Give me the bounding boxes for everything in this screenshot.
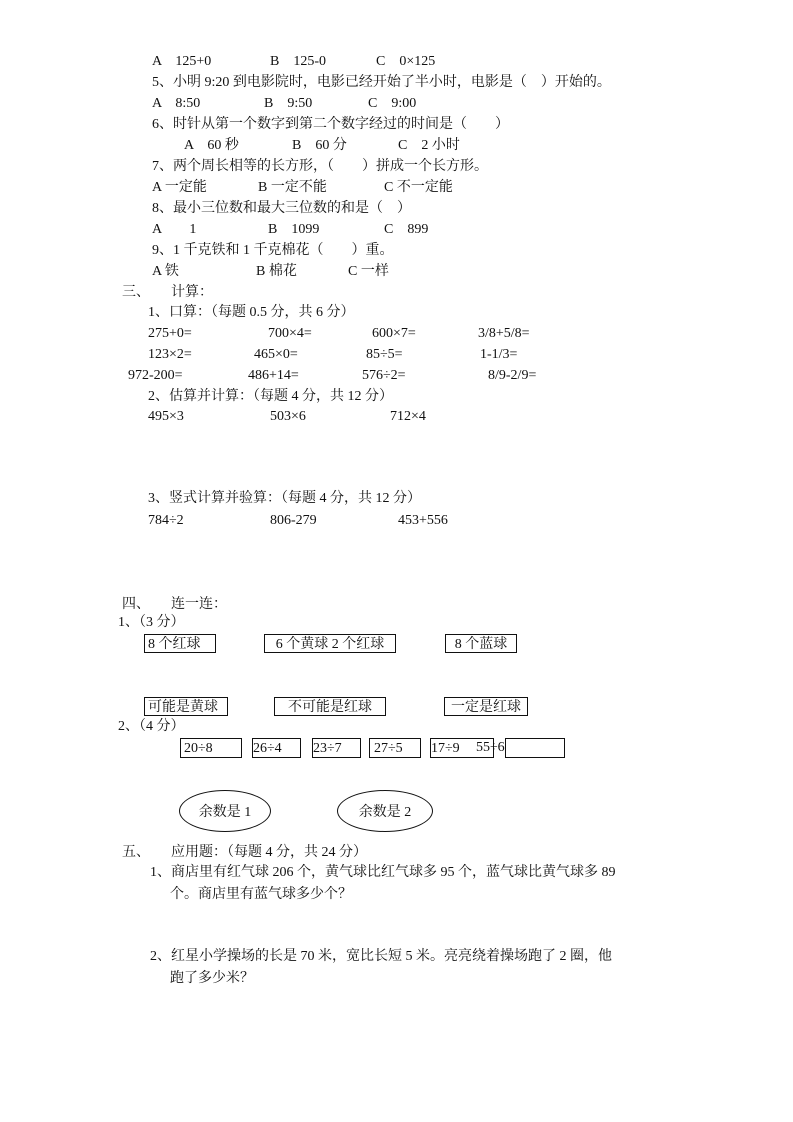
vertical-title: 3、竖式计算并验算：（每题 4 分，共 12 分） [148, 491, 421, 506]
q5-option-b: B 9:50 [264, 96, 313, 111]
q6-text: 6、时针从第一个数字到第二个数字经过的时间是（ ） [152, 117, 509, 132]
vertical-2: 806-279 [270, 513, 317, 528]
oral-2-3: 85÷5= [366, 347, 403, 362]
estimate-1: 495×3 [148, 409, 184, 424]
oral-2-1: 123×2= [148, 347, 192, 362]
vertical-1: 784÷2 [148, 513, 184, 528]
q7-option-c: C 不一定能 [384, 180, 453, 195]
oral-2-2: 465×0= [254, 347, 298, 362]
oral-1-1: 275+0= [148, 326, 192, 341]
estimate-3: 712×4 [390, 409, 426, 424]
q8-option-c: C 899 [384, 222, 429, 237]
word-problem-2-line-1: 2、红星小学操场的长是 70 米，宽比长短 5 米。亮亮绕着操场跑了 2 圈，他 [150, 949, 612, 964]
q9-option-c: C 一样 [348, 264, 389, 279]
match2-box-6 [505, 738, 565, 758]
q6-option-c: C 2 小时 [398, 138, 460, 153]
match2-box-3: 23÷7 [312, 738, 361, 758]
oral-3-3: 576÷2= [362, 368, 406, 383]
match1-bottom-2: 不可能是红球 [274, 697, 386, 716]
oral-title: 1、口算：（每题 0.5 分，共 6 分） [148, 305, 355, 320]
oral-1-3: 600×7= [372, 326, 416, 341]
oral-3-2: 486+14= [248, 368, 299, 383]
match2-box-2: 26÷4 [252, 738, 301, 758]
match1-top-1: 8 个红球 [144, 634, 216, 653]
estimate-title: 2、估算并计算：（每题 4 分，共 12 分） [148, 389, 393, 404]
match1-label: 1、（3 分） [118, 615, 185, 630]
q7-option-a: A 一定能 [152, 180, 207, 195]
section5-title: 五、 应用题：（每题 4 分，共 24 分） [122, 845, 367, 860]
q8-option-b: B 1099 [268, 222, 320, 237]
q8-option-a: A 1 [152, 222, 197, 237]
oral-1-2: 700×4= [268, 326, 312, 341]
vertical-3: 453+556 [398, 513, 448, 528]
q4-option-b: B 125-0 [270, 54, 326, 69]
q7-text: 7、两个周长相等的长方形，（ ）拼成一个长方形。 [152, 159, 488, 174]
q5-text: 5、小明 9:20 到电影院时，电影已经开始了半小时，电影是（ ）开始的。 [152, 75, 611, 90]
q5-option-c: C 9:00 [368, 96, 417, 111]
word-problem-1-line-2: 个。商店里有蓝气球多少个？ [170, 887, 352, 902]
match1-top-3: 8 个蓝球 [445, 634, 517, 653]
match2-box-5: 17÷9 [430, 738, 494, 758]
word-problem-1-line-1: 1、商店里有红气球 206 个，黄气球比红气球多 95 个，蓝气球比黄气球多 89 [150, 865, 616, 880]
q5-option-a: A 8:50 [152, 96, 201, 111]
oral-1-4: 3/8+5/8= [478, 326, 530, 341]
remainder-1-ellipse: 余数是 1 [179, 790, 271, 832]
match1-bottom-1: 可能是黄球 [144, 697, 228, 716]
remainder-2-ellipse: 余数是 2 [337, 790, 433, 832]
q4-option-a: A 125+0 [152, 54, 212, 69]
q6-option-a: A 60 秒 [184, 138, 239, 153]
oral-3-4: 8/9-2/9= [488, 368, 537, 383]
q7-option-b: B 一定不能 [258, 180, 327, 195]
word-problem-2-line-2: 跑了多少米？ [170, 971, 254, 986]
match2-item-6: 55÷6 [476, 740, 505, 755]
section4-title: 四、 连一连： [122, 597, 227, 612]
match2-box-1: 20÷8 [180, 738, 242, 758]
oral-3-1: 972-200= [128, 368, 183, 383]
q4-option-c: C 0×125 [376, 54, 436, 69]
match1-bottom-3: 一定是红球 [444, 697, 528, 716]
match2-box-4: 27÷5 [369, 738, 421, 758]
q6-option-b: B 60 分 [292, 138, 347, 153]
estimate-2: 503×6 [270, 409, 306, 424]
oral-2-4: 1-1/3= [480, 347, 518, 362]
match2-label: 2、（4 分） [118, 719, 185, 734]
match1-top-2: 6 个黄球 2 个红球 [264, 634, 396, 653]
q9-text: 9、1 千克铁和 1 千克棉花（ ）重。 [152, 243, 394, 258]
q9-option-a: A 铁 [152, 264, 179, 279]
q8-text: 8、最小三位数和最大三位数的和是（ ） [152, 201, 411, 216]
section3-title: 三、 计算： [122, 285, 213, 300]
q9-option-b: B 棉花 [256, 264, 297, 279]
